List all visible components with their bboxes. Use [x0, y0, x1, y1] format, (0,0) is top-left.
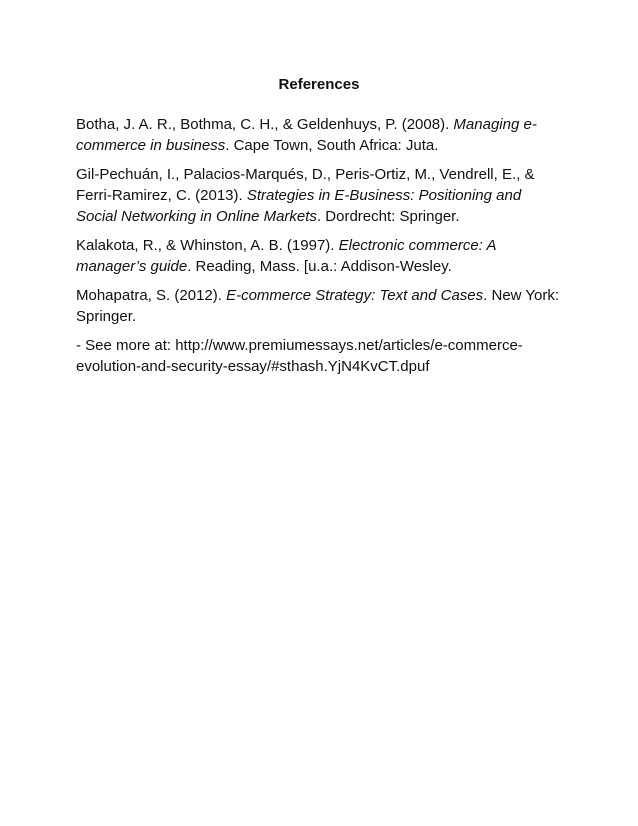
- reference-title: Managing e-commerce in business: [76, 116, 537, 154]
- reference-publisher: . Cape Town, South Africa: Juta.: [225, 137, 439, 154]
- reference-title: Strategies in E-Business: Positioning and Social Networking in Online Markets: [76, 187, 522, 225]
- reference-publisher: . Dordrecht: Springer.: [316, 208, 460, 225]
- reference-publisher: . Reading, Mass. [u.a.: Addison-Wesley.: [187, 258, 452, 275]
- reference-authors-year: Botha, J. A. R., Bothma, C. H., & Geldenhuys, P. (2008).: [76, 116, 454, 133]
- reference-list: [76, 114, 566, 385]
- reference-authors-year: Kalakota, R., & Whinston, A. B. (1997).: [76, 237, 339, 254]
- reference-title: E-commerce Strategy: Text and Cases: [226, 287, 484, 304]
- reference-title: Electronic commerce: A manager’s guide: [76, 237, 496, 275]
- reference-authors-year: Gil-Pechuán, I., Palacios-Marqués, D., Peris-Ortiz, M., Vendrell, E., & Ferri-Ramirez, C. (2013).: [76, 166, 535, 204]
- page-title: References: [278, 76, 360, 93]
- reference-publisher: . New York: Springer.: [76, 287, 560, 325]
- reference-entry-mohapatra: [76, 285, 566, 327]
- source-note: - See more at: http://www.premiumessays.net/articles/e-commerce-evolution-and-security-essay/#sthash.YjN4KvCT.dpuf: [76, 337, 523, 375]
- reference-entry-kalakota: [76, 235, 566, 277]
- reference-entry-gil-pechuan: [76, 164, 566, 227]
- reference-entry-botha: [76, 114, 566, 156]
- reference-authors-year: Mohapatra, S. (2012).: [76, 287, 227, 304]
